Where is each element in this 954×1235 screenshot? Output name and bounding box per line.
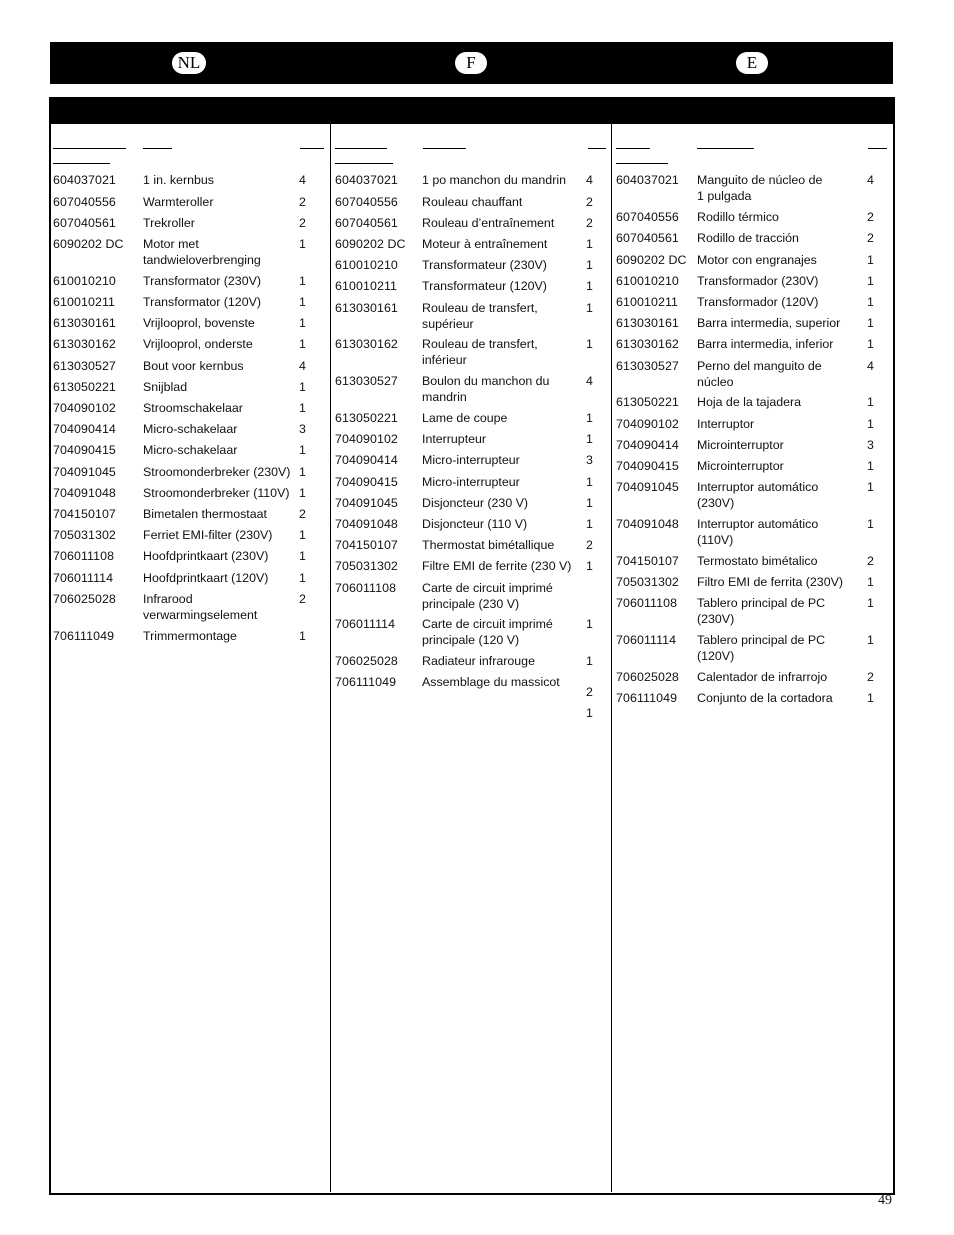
part-number: 613050221 (335, 411, 398, 425)
part-quantity: 1 (299, 237, 306, 251)
part-description: Perno del manguito de núcleo (697, 359, 822, 389)
part-number: 706111049 (335, 675, 397, 689)
part-description: Hoofdprintkaart (120V) (143, 571, 269, 585)
part-quantity: 1 (299, 274, 306, 288)
page-number: 49 (878, 1193, 892, 1208)
part-quantity: 1 (586, 258, 593, 272)
part-number: 706025028 (335, 654, 398, 668)
part-description: Micro-schakelaar (143, 443, 238, 457)
part-description: Rodillo de tracción (697, 231, 799, 245)
part-quantity: 2 (299, 507, 306, 521)
part-quantity: 2 (586, 216, 593, 230)
part-number: 706011108 (53, 549, 115, 563)
part-number: 613030527 (53, 359, 116, 373)
part-number: 704091048 (335, 517, 398, 531)
part-description: Rouleau chauffant (422, 195, 523, 209)
language-badge-e: E (736, 52, 768, 74)
part-quantity: 1 (299, 571, 306, 585)
part-quantity: 2 (586, 538, 593, 552)
part-number: 613030161 (616, 316, 679, 330)
part-quantity: 1 (299, 401, 306, 415)
part-description: Microinterruptor (697, 438, 784, 452)
part-description: Boulon du manchon du mandrin (422, 374, 550, 404)
part-quantity: 1 (867, 480, 874, 494)
part-number: 704150107 (616, 554, 679, 568)
part-number: 607040561 (616, 231, 679, 245)
part-description: Transformator (120V) (143, 295, 261, 309)
part-number: 704090102 (616, 417, 679, 431)
language-badge-f: F (455, 52, 487, 74)
part-description: Interruptor automático (110V) (697, 517, 819, 547)
part-number: 613030162 (616, 337, 679, 351)
part-number: 604037021 (53, 173, 116, 187)
column-header-rule (588, 148, 606, 149)
part-quantity: 1 (867, 295, 874, 309)
part-quantity: 1 (867, 253, 874, 267)
part-quantity: 1 (867, 274, 874, 288)
part-quantity: 2 (586, 195, 593, 209)
part-description: Infrarood verwarmingselement (143, 592, 258, 622)
part-description: Micro-interrupteur (422, 453, 520, 467)
language-badge-nl: NL (172, 52, 206, 74)
part-description: Filtre EMI de ferrite (230 V) (422, 559, 572, 573)
column-header-rule (143, 148, 172, 149)
part-description: Warmteroller (143, 195, 214, 209)
part-number: 704091045 (335, 496, 398, 510)
part-number: 613030161 (53, 316, 116, 330)
column-header-rule (335, 148, 387, 149)
part-number: 704150107 (53, 507, 116, 521)
part-quantity: 1 (299, 337, 306, 351)
column-header-rule (53, 163, 110, 164)
part-quantity: 2 (299, 216, 306, 230)
part-description: Snijblad (143, 380, 188, 394)
part-description: Disjoncteur (230 V) (422, 496, 529, 510)
part-quantity: 1 (867, 517, 874, 531)
part-quantity: 4 (299, 359, 306, 373)
part-description: Bimetalen thermostaat (143, 507, 267, 521)
part-quantity: 1 (867, 337, 874, 351)
part-description: Rodillo térmico (697, 210, 779, 224)
part-number: 610010211 (616, 295, 678, 309)
part-quantity: 1 (586, 237, 593, 251)
part-description: Transformateur (120V) (422, 279, 547, 293)
part-description: Vrijlooprol, bovenste (143, 316, 255, 330)
part-quantity: 1 (299, 465, 306, 479)
part-quantity: 1 (867, 316, 874, 330)
part-description: Tablero principal de PC (120V) (697, 633, 826, 663)
part-quantity: 1 (299, 295, 306, 309)
part-quantity: 1 (299, 629, 306, 643)
part-number: 704091045 (53, 465, 116, 479)
part-number: 613030527 (616, 359, 679, 373)
part-quantity: 1 (867, 459, 874, 473)
part-description: Hoja de la tajadera (697, 395, 802, 409)
part-number: 604037021 (616, 173, 679, 187)
part-description: Rouleau de transfert, inférieur (422, 337, 538, 367)
section-title-band (50, 97, 893, 124)
part-number: 704090415 (616, 459, 679, 473)
part-quantity: 1 (299, 528, 306, 542)
part-number: 706011108 (616, 596, 678, 610)
part-description: Lame de coupe (422, 411, 508, 425)
part-quantity: 3 (867, 438, 874, 452)
part-description: Termostato bimétalico (697, 554, 818, 568)
part-description: Filtro EMI de ferrita (230V) (697, 575, 843, 589)
part-quantity: 1 (867, 596, 874, 610)
part-description: 1 po manchon du mandrin (422, 173, 566, 187)
part-number: 704091048 (616, 517, 679, 531)
part-quantity: 1 (867, 691, 874, 705)
part-quantity: 1 (299, 486, 306, 500)
part-description: Transformador (120V) (697, 295, 819, 309)
part-description: Rouleau d’entraînement (422, 216, 555, 230)
part-number: 610010210 (616, 274, 679, 288)
part-description: Micro-interrupteur (422, 475, 520, 489)
part-number: 706011114 (335, 617, 396, 631)
part-number: 706011114 (53, 571, 114, 585)
part-quantity: 3 (586, 453, 593, 467)
part-number: 704150107 (335, 538, 398, 552)
part-quantity: 4 (299, 173, 306, 187)
part-number: 613030162 (335, 337, 398, 351)
part-quantity: 1 (299, 316, 306, 330)
part-number: 706111049 (53, 629, 115, 643)
part-description: Trekroller (143, 216, 195, 230)
part-description: Trimmermontage (143, 629, 237, 643)
part-quantity: 2 (867, 210, 874, 224)
part-quantity: 1 (586, 496, 593, 510)
part-description: Barra intermedia, inferior (697, 337, 834, 351)
part-quantity: 1 (586, 617, 593, 631)
part-number: 706025028 (616, 670, 679, 684)
part-number: 607040561 (53, 216, 116, 230)
part-quantity: 1 (586, 517, 593, 531)
part-number: 613030161 (335, 301, 398, 315)
part-number: 6090202 DC (616, 253, 687, 267)
part-description: Stroomonderbreker (110V) (143, 486, 290, 500)
part-description: Interrupteur (422, 432, 487, 446)
part-description: Transformador (230V) (697, 274, 819, 288)
part-quantity: 3 (299, 422, 306, 436)
part-quantity: 4 (867, 173, 874, 187)
part-description: Interruptor (697, 417, 755, 431)
part-quantity: 1 (586, 559, 593, 573)
part-quantity: 1 (867, 633, 874, 647)
part-description: Moteur à entraînement (422, 237, 548, 251)
part-description: Disjoncteur (110 V) (422, 517, 528, 531)
part-number: 704090102 (335, 432, 398, 446)
part-number: 6090202 DC (335, 237, 406, 251)
part-number: 704091048 (53, 486, 116, 500)
part-description: Interruptor automático (230V) (697, 480, 819, 510)
part-number: 705031302 (335, 559, 398, 573)
part-number: 613030527 (335, 374, 398, 388)
part-number: 607040556 (335, 195, 398, 209)
column-header-rule (300, 148, 324, 149)
part-quantity: 4 (586, 374, 593, 388)
part-quantity: 1 (867, 417, 874, 431)
part-description: Carte de circuit imprimé principale (230 V) (422, 581, 553, 611)
part-quantity: 1 (299, 443, 306, 457)
column-header-rule (423, 148, 466, 149)
part-description: Transformator (230V) (143, 274, 261, 288)
part-description: Thermostat bimétallique (422, 538, 555, 552)
part-description: Stroomonderbreker (230V) (143, 465, 291, 479)
part-quantity: 2 (867, 670, 874, 684)
part-quantity: 1 (299, 380, 306, 394)
part-number: 704090414 (335, 453, 398, 467)
part-number: 604037021 (335, 173, 398, 187)
part-number: 607040556 (616, 210, 679, 224)
part-quantity: 2 (299, 195, 306, 209)
part-description: Tablero principal de PC (230V) (697, 596, 826, 626)
part-number: 706111049 (616, 691, 678, 705)
part-number: 613050221 (616, 395, 679, 409)
column-header-rule (53, 148, 126, 149)
column-header-rule (616, 148, 650, 149)
part-number: 704091045 (616, 480, 679, 494)
part-quantity: 1 (586, 706, 593, 720)
part-quantity: 1 (586, 301, 593, 315)
part-number: 613050221 (53, 380, 116, 394)
part-description: Assemblage du massicot (422, 675, 560, 689)
part-description: Motor met tandwieloverbrenging (143, 237, 261, 267)
part-description: Radiateur infrarouge (422, 654, 535, 668)
column-header-rule (616, 163, 668, 164)
part-quantity: 1 (586, 279, 593, 293)
part-description: Carte de circuit imprimé principale (120 V) (422, 617, 553, 647)
part-quantity: 1 (867, 575, 874, 589)
part-description: Vrijlooprol, onderste (143, 337, 253, 351)
part-quantity: 1 (867, 395, 874, 409)
language-header-bar (50, 42, 893, 84)
part-quantity: 2 (867, 231, 874, 245)
part-number: 704090414 (616, 438, 679, 452)
part-number: 704090414 (53, 422, 116, 436)
part-quantity: 2 (299, 592, 306, 606)
part-description: 1 in. kernbus (143, 173, 214, 187)
part-description: Transformateur (230V) (422, 258, 547, 272)
column-header-rule (335, 163, 393, 164)
part-description: Barra intermedia, superior (697, 316, 841, 330)
part-description: Calentador de infrarrojo (697, 670, 828, 684)
part-quantity: 2 (586, 685, 593, 699)
part-quantity: 4 (867, 359, 874, 373)
part-number: 607040556 (53, 195, 116, 209)
column-divider (611, 124, 612, 1192)
part-quantity: 1 (586, 475, 593, 489)
part-quantity: 1 (586, 411, 593, 425)
part-number: 704090102 (53, 401, 116, 415)
column-header-rule (697, 148, 754, 149)
part-number: 706025028 (53, 592, 116, 606)
part-number: 610010211 (53, 295, 115, 309)
part-number: 607040561 (335, 216, 398, 230)
part-description: Manguito de núcleo de 1 pulgada (697, 173, 823, 203)
part-description: Stroomschakelaar (143, 401, 243, 415)
part-number: 704090415 (335, 475, 398, 489)
part-description: Hoofdprintkaart (230V) (143, 549, 269, 563)
column-header-rule (868, 148, 887, 149)
part-number: 705031302 (53, 528, 116, 542)
part-quantity: 1 (586, 432, 593, 446)
part-quantity: 4 (586, 173, 593, 187)
part-number: 610010211 (335, 279, 397, 293)
part-number: 613030162 (53, 337, 116, 351)
part-description: Micro-schakelaar (143, 422, 238, 436)
part-description: Rouleau de transfert, supérieur (422, 301, 538, 331)
part-number: 610010210 (335, 258, 398, 272)
column-divider (330, 124, 331, 1192)
part-quantity: 1 (586, 337, 593, 351)
part-number: 705031302 (616, 575, 679, 589)
part-number: 706011114 (616, 633, 677, 647)
part-number: 706011108 (335, 581, 397, 595)
part-quantity: 1 (586, 654, 593, 668)
part-number: 704090415 (53, 443, 116, 457)
part-quantity: 1 (299, 549, 306, 563)
part-quantity: 2 (867, 554, 874, 568)
part-number: 6090202 DC (53, 237, 124, 251)
part-description: Motor con engranajes (697, 253, 817, 267)
part-description: Conjunto de la cortadora (697, 691, 833, 705)
part-description: Microinterruptor (697, 459, 784, 473)
part-number: 610010210 (53, 274, 116, 288)
part-description: Ferriet EMI-filter (230V) (143, 528, 273, 542)
part-description: Bout voor kernbus (143, 359, 244, 373)
